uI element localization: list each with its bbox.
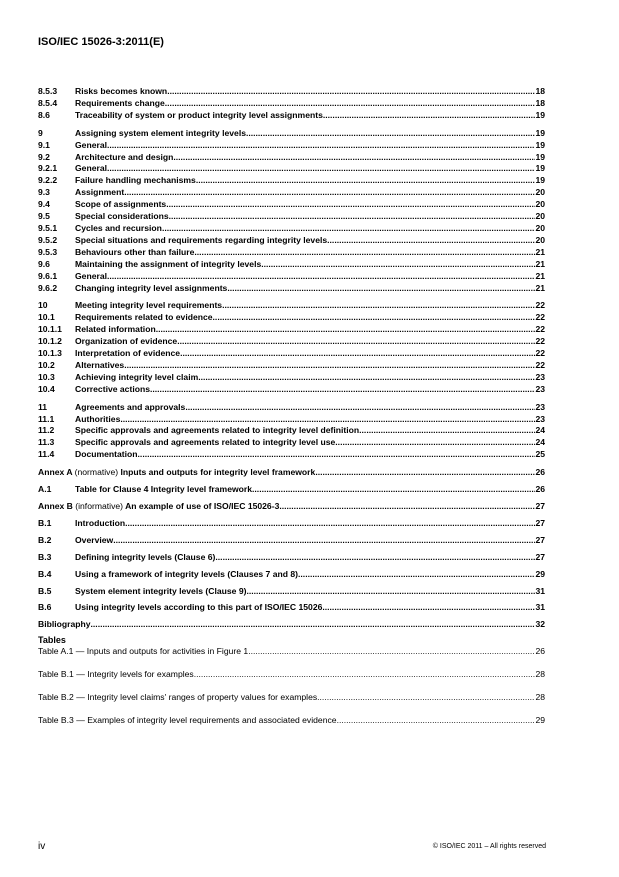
toc-entry-title: Changing integrity level assignments xyxy=(75,282,228,293)
table-entry-page: 28 xyxy=(535,692,545,703)
toc-entry-number: 9.5.3 xyxy=(38,246,58,257)
dot-leader xyxy=(227,283,535,295)
dot-leader xyxy=(315,467,535,479)
dot-leader xyxy=(124,360,535,372)
toc-entry-number: 9.4 xyxy=(38,199,50,210)
toc-entry-page: 31 xyxy=(535,602,545,613)
annex-label: Annex A xyxy=(38,467,73,478)
toc-entry-title: General xyxy=(75,163,108,174)
toc-entry[interactable] xyxy=(38,140,545,152)
table-entry[interactable] xyxy=(38,646,545,658)
toc-entry[interactable] xyxy=(38,467,545,479)
toc-entry-page: 27 xyxy=(535,501,545,511)
toc-annexes xyxy=(38,467,545,631)
dot-leader xyxy=(337,715,536,727)
toc-entry-number: 10.1 xyxy=(38,312,55,323)
toc-entry-page: 22 xyxy=(535,300,545,311)
toc-entry[interactable] xyxy=(38,569,545,581)
toc-entry-page: 21 xyxy=(535,270,545,281)
toc-entry-title: Scope of assignments xyxy=(75,199,167,210)
toc-entry[interactable] xyxy=(38,128,545,140)
toc-entry-number: 11.1 xyxy=(38,413,55,424)
toc-tables xyxy=(38,646,545,727)
toc-entry-title: Using integrity levels according to this part of ISO/IEC 15026 xyxy=(75,602,323,613)
toc-entry-number: B.3 xyxy=(38,551,52,562)
tables-heading: Tables xyxy=(38,635,66,646)
annex-title xyxy=(38,501,279,513)
toc-entry-number: 11 xyxy=(38,401,48,412)
toc-entry-page: 23 xyxy=(535,413,545,424)
toc-entry-title: Interpretation of evidence xyxy=(75,348,181,359)
toc-entry-number: 11.4 xyxy=(38,449,55,460)
toc-entry[interactable] xyxy=(38,300,545,312)
toc-entry[interactable] xyxy=(38,518,545,530)
dot-leader xyxy=(359,425,535,437)
dot-leader xyxy=(91,619,536,631)
table-entry-title: Table B.1 — Integrity levels for examples xyxy=(38,669,194,680)
toc-entry-number: B.5 xyxy=(38,585,52,596)
toc-entry[interactable] xyxy=(38,425,545,437)
annex-name: Inputs and outputs for integrity level framework xyxy=(120,467,316,478)
toc-entry-page: 24 xyxy=(535,437,545,448)
toc-entry-title: General xyxy=(75,139,108,150)
toc-entry-number: 11.2 xyxy=(38,425,55,436)
dot-leader xyxy=(125,518,535,530)
toc-entry-number: B.2 xyxy=(38,534,52,545)
toc-entry-page: 23 xyxy=(535,401,545,412)
toc-entry-title: Special considerations xyxy=(75,211,169,222)
dot-leader xyxy=(213,312,536,324)
toc-entry-number: 9.2 xyxy=(38,151,50,162)
dot-leader xyxy=(317,692,535,704)
toc-entry-page: 25 xyxy=(535,449,545,460)
table-entry-page: 26 xyxy=(535,646,545,657)
toc-entry-title: Specific approvals and agreements related to integrity level definition xyxy=(75,425,360,436)
toc-entry[interactable] xyxy=(38,414,545,426)
annex-note: (informative) xyxy=(75,501,124,511)
toc-entry-number: 9.1 xyxy=(38,139,50,150)
toc-entry-number: 9.5 xyxy=(38,211,50,222)
dot-leader xyxy=(298,569,535,581)
toc-entry-page: 27 xyxy=(535,517,545,528)
toc-entry-number: 10.1.3 xyxy=(38,348,62,359)
toc-entry[interactable] xyxy=(38,247,545,259)
toc-entry-title: Corrective actions xyxy=(75,383,150,394)
toc-entry-page: 20 xyxy=(535,234,545,245)
toc-entry-page: 22 xyxy=(535,359,545,370)
dot-leader xyxy=(169,211,536,223)
toc-entry-page: 26 xyxy=(535,467,545,478)
toc-entry[interactable] xyxy=(38,235,545,247)
dot-leader xyxy=(185,402,535,414)
toc-entry[interactable] xyxy=(38,501,545,513)
toc-entry-number: 9.5.1 xyxy=(38,222,58,233)
toc-entry-number: 11.3 xyxy=(38,437,55,448)
dot-leader xyxy=(215,552,535,564)
toc-entry[interactable] xyxy=(38,271,545,283)
toc-entry-page: 23 xyxy=(535,383,545,394)
toc-entry-title: Organization of evidence xyxy=(75,336,178,347)
dot-leader xyxy=(107,163,535,175)
toc-entry[interactable] xyxy=(38,211,545,223)
bibliography-title: Bibliography xyxy=(38,619,91,630)
toc-entry-title: Special situations and requirements regarding integrity levels xyxy=(75,234,328,245)
toc-entry-number: 10 xyxy=(38,300,48,311)
dot-leader xyxy=(180,348,535,360)
toc-entry-page: 22 xyxy=(535,348,545,359)
dot-leader xyxy=(279,501,535,513)
dot-leader xyxy=(150,384,535,396)
toc-entry[interactable] xyxy=(38,312,545,324)
toc-entry-title: Specific approvals and agreements related to integrity level use xyxy=(75,437,336,448)
toc-entry-page: 21 xyxy=(535,258,545,269)
dot-leader xyxy=(323,110,536,122)
toc-entry[interactable] xyxy=(38,535,545,547)
dot-leader xyxy=(198,372,535,384)
toc-entry-title: System element integrity levels (Clause 9) xyxy=(75,585,247,596)
toc-entry-title: Requirements change xyxy=(75,97,165,108)
document-header: ISO/IEC 15026-3:2011(E) xyxy=(38,36,164,48)
toc-entry-page: 21 xyxy=(535,282,545,293)
toc-entry-number: 10.4 xyxy=(38,383,55,394)
toc-entry-page: 19 xyxy=(535,151,545,162)
toc-entry-title: Using a framework of integrity levels (Clauses 7 and 8) xyxy=(75,568,299,579)
toc-entry-title: Documentation xyxy=(75,449,138,460)
toc-entry-number: 8.5.3 xyxy=(38,86,58,96)
toc-entry[interactable] xyxy=(38,86,545,98)
toc-entry-title: Introduction xyxy=(75,517,126,528)
table-entry[interactable] xyxy=(38,715,545,727)
toc-entry[interactable] xyxy=(38,384,545,396)
dot-leader xyxy=(177,336,535,348)
toc-entry-page: 21 xyxy=(535,246,545,257)
dot-leader xyxy=(138,449,536,461)
toc-entry-page: 20 xyxy=(535,187,545,198)
toc-entry-page: 27 xyxy=(535,551,545,562)
table-of-contents xyxy=(38,86,545,727)
dot-leader xyxy=(107,140,535,152)
toc-entry[interactable] xyxy=(38,619,545,631)
toc-entry-title: Traceability of system or product integrity level assignments xyxy=(75,109,323,120)
toc-entry-title: Assigning system element integrity levels xyxy=(75,127,246,138)
toc-entry-page: 18 xyxy=(535,86,545,96)
toc-entry-number: B.6 xyxy=(38,602,52,613)
toc-entry-title: General xyxy=(75,270,108,281)
dot-leader xyxy=(173,152,535,164)
toc-entry[interactable] xyxy=(38,402,545,414)
toc-entry[interactable] xyxy=(38,259,545,271)
toc-entry-title: Architecture and design xyxy=(75,151,174,162)
dot-leader xyxy=(322,602,535,614)
toc-entry-number: 9 xyxy=(38,127,43,138)
toc-entry[interactable] xyxy=(38,552,545,564)
toc-entry-page: 22 xyxy=(535,312,545,323)
toc-entry-title: Cycles and recursion xyxy=(75,222,162,233)
dot-leader xyxy=(156,324,536,336)
toc-entry-number: 9.5.2 xyxy=(38,234,58,245)
dot-leader xyxy=(162,223,536,235)
toc-entry[interactable] xyxy=(38,324,545,336)
toc-entry-title: Overview xyxy=(75,534,114,545)
toc-entry-number: 9.2.1 xyxy=(38,163,58,174)
toc-entry-page: 20 xyxy=(535,199,545,210)
toc-entry-title: Agreements and approvals xyxy=(75,401,186,412)
dot-leader xyxy=(107,271,535,283)
toc-entry-number: 9.6.1 xyxy=(38,270,58,281)
toc-entry[interactable] xyxy=(38,283,545,295)
toc-entry[interactable] xyxy=(38,372,545,384)
copyright-notice: © ISO/IEC 2011 – All rights reserved xyxy=(432,843,546,850)
toc-entry-number: 10.3 xyxy=(38,371,55,382)
page-number: iv xyxy=(38,841,46,852)
toc-entry-title: Requirements related to evidence xyxy=(75,312,213,323)
toc-entry-title: Defining integrity levels (Clause 6) xyxy=(75,551,216,562)
toc-entry-title: Achieving integrity level claim xyxy=(75,371,199,382)
annex-name: An example of use of ISO/IEC 15026-3 xyxy=(125,501,280,511)
table-entry-page: 28 xyxy=(535,669,545,680)
toc-entry-title: Alternatives xyxy=(75,359,125,370)
toc-entry-page: 26 xyxy=(535,484,545,495)
toc-entry-page: 22 xyxy=(535,324,545,335)
dot-leader xyxy=(335,437,535,449)
toc-entry-page: 19 xyxy=(535,127,545,138)
toc-entry-title: Related information xyxy=(75,324,156,335)
toc-clauses xyxy=(38,86,545,461)
dot-leader xyxy=(167,86,535,98)
toc-entry-page: 32 xyxy=(535,619,545,630)
toc-entry[interactable] xyxy=(38,586,545,598)
dot-leader xyxy=(196,175,536,187)
dot-leader xyxy=(261,259,535,271)
toc-entry-number: 9.6.2 xyxy=(38,282,58,293)
toc-entry-number: 8.5.4 xyxy=(38,97,58,108)
toc-entry[interactable] xyxy=(38,602,545,614)
dot-leader xyxy=(222,300,535,312)
dot-leader xyxy=(246,586,535,598)
annex-title xyxy=(38,467,315,479)
toc-entry-page: 19 xyxy=(535,163,545,174)
table-entry[interactable] xyxy=(38,669,545,681)
dot-leader xyxy=(194,247,535,259)
toc-entry-title: Meeting integrity level requirements xyxy=(75,300,223,311)
toc-entry[interactable] xyxy=(38,348,545,360)
dot-leader xyxy=(252,484,535,496)
toc-entry-title: Table for Clause 4 Integrity level framework xyxy=(75,484,253,495)
toc-entry[interactable] xyxy=(38,449,545,461)
annex-note: (normative) xyxy=(74,467,119,478)
dot-leader xyxy=(194,669,536,681)
dot-leader xyxy=(113,535,535,547)
toc-entry-number: B.4 xyxy=(38,568,52,579)
toc-entry-title: Failure handling mechanisms xyxy=(75,175,196,186)
toc-entry-number: 10.1.2 xyxy=(38,336,62,347)
toc-entry-page: 19 xyxy=(535,175,545,186)
table-entry-page: 29 xyxy=(535,714,545,725)
toc-entry-page: 23 xyxy=(535,371,545,382)
annex-label: Annex B xyxy=(38,501,73,511)
toc-entry-title: Authorities xyxy=(75,413,121,424)
toc-entry[interactable] xyxy=(38,175,545,187)
toc-entry-title: Behaviours other than failure xyxy=(75,246,195,257)
dot-leader xyxy=(327,235,535,247)
toc-entry[interactable] xyxy=(38,223,545,235)
toc-entry-page: 19 xyxy=(535,109,545,120)
toc-entry[interactable] xyxy=(38,484,545,496)
table-entry-title: Table B.3 — Examples of integrity level requirements and associated evidence xyxy=(38,714,337,725)
toc-entry-page: 19 xyxy=(535,139,545,150)
toc-entry-page: 29 xyxy=(535,568,545,579)
dot-leader xyxy=(124,187,535,199)
dot-leader xyxy=(248,646,535,658)
table-entry-title: Table A.1 — Inputs and outputs for activities in Figure 1 xyxy=(38,646,249,657)
toc-entry-title: Assignment xyxy=(75,187,125,198)
toc-entry[interactable] xyxy=(38,199,545,211)
dot-leader xyxy=(166,199,535,211)
toc-entry-page: 20 xyxy=(535,211,545,222)
toc-entry[interactable] xyxy=(38,152,545,164)
dot-leader xyxy=(165,98,536,110)
toc-entry-number: 8.6 xyxy=(38,109,50,120)
toc-entry-number: 10.2 xyxy=(38,359,55,370)
dot-leader xyxy=(120,414,535,426)
toc-entry-number: 10.1.1 xyxy=(38,324,62,335)
toc-entry-page: 22 xyxy=(535,336,545,347)
toc-entry[interactable] xyxy=(38,163,545,175)
toc-entry-title: Maintaining the assignment of integrity levels xyxy=(75,258,262,269)
table-entry[interactable] xyxy=(38,692,545,704)
toc-entry-number: 9.3 xyxy=(38,187,50,198)
toc-entry[interactable] xyxy=(38,360,545,372)
table-entry-title: Table B.2 — Integrity level claims' ranges of property values for examples xyxy=(38,692,318,703)
toc-entry-number: A.1 xyxy=(38,484,52,495)
toc-entry-number: 9.2.2 xyxy=(38,175,58,186)
toc-entry-page: 20 xyxy=(535,222,545,233)
toc-entry-page: 31 xyxy=(535,585,545,596)
toc-entry-page: 18 xyxy=(535,97,545,108)
toc-entry[interactable] xyxy=(38,437,545,449)
toc-entry[interactable] xyxy=(38,110,545,122)
toc-entry-page: 27 xyxy=(535,534,545,545)
toc-entry-page: 24 xyxy=(535,425,545,436)
dot-leader xyxy=(246,128,535,140)
toc-entry-number: B.1 xyxy=(38,517,52,528)
toc-entry[interactable] xyxy=(38,98,545,110)
toc-entry-number: 9.6 xyxy=(38,258,50,269)
toc-entry[interactable] xyxy=(38,336,545,348)
toc-entry-title: Risks becomes known xyxy=(75,86,168,96)
toc-entry[interactable] xyxy=(38,187,545,199)
